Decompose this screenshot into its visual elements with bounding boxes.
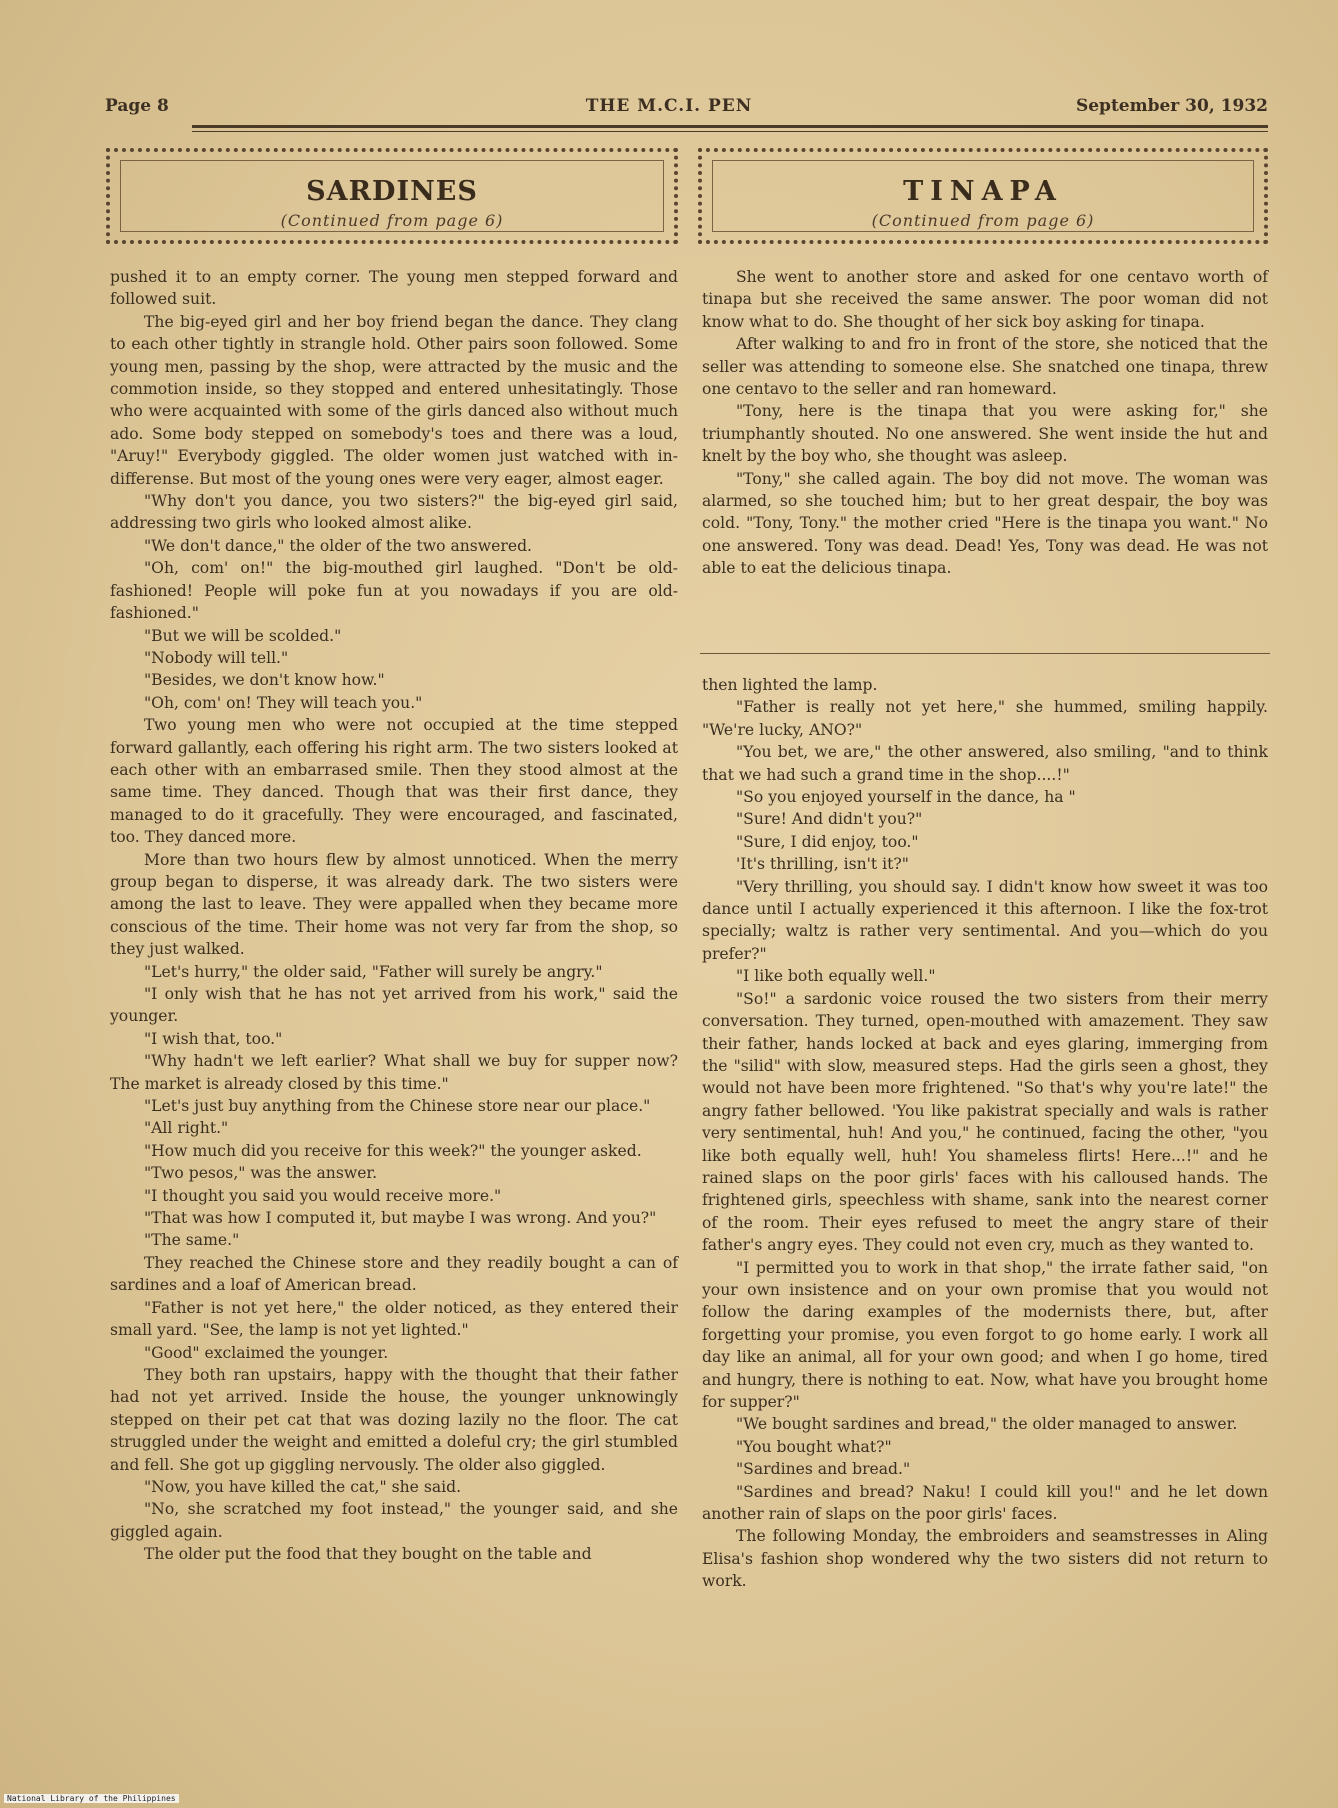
sardines-column-right (702, 674, 1268, 1593)
paragraph: "Tony, here is the tinapa that you were asking for," she triumphantly shouted. No one answered. She went inside the hut and knelt by the boy who, she thought was asleep. (702, 402, 1268, 466)
continuation-note: (Continued from page 6) (280, 211, 504, 230)
paragraph: "We bought sardines and bread," the older managed to answer. (736, 1415, 1238, 1434)
paragraph: "You bet, we are," the other answered, also smiling, "and to think that we had such a grand time in the shop....!" (702, 743, 1268, 784)
header-rule-thin (192, 131, 1268, 132)
paragraph: Two young men who were not occupied at the time stepped forward gallantly, each offering his right arm. The two sisters looked at each other with an embarrased smile. Then they stood almost at the same time. They danced. Though that was their first dance, they managed to do it gracefully. They were encouraged, and fascinated, too. They danced more. (110, 716, 678, 847)
paragraph: "Good" exclaimed the younger. (144, 1343, 389, 1362)
paragraph: "So you enjoyed yourself in the dance, ha " (736, 788, 1076, 807)
paragraph: "Father is really not yet here," she hummed, smiling happily. "We're lucky, ANO?" (702, 698, 1268, 739)
paragraph: 'It's thrilling, isn't it?" (736, 855, 909, 874)
paragraph: "Nobody will tell." (144, 648, 289, 667)
paragraph: "We don't dance," the older of the two answered. (144, 536, 533, 555)
sardines-title-box (106, 148, 678, 244)
paragraph: She went to another store and asked for one centavo worth of tinapa but she received the same answer. The poor woman did not know what to do. She thought of her sick boy asking for tinapa. (702, 268, 1268, 331)
paragraph: "I permitted you to work in that shop," the irrate father said, "on your own insistence and on your own promise that you would not follow the daring examples of the modernists there, but, after forgetting your promise, you even forgot to go home early. I work all day like an animal, all for your own good; and when I go home, tired and hungry, there is nothing to eat. Now, what have you brought home for supper?" (702, 1258, 1268, 1411)
paragraph: "I wish that, too." (144, 1029, 283, 1048)
tinapa-column (702, 266, 1268, 580)
paragraph: They reached the Chinese store and they readily bought a can of sardines and a loaf of American bread. (110, 1253, 678, 1295)
paragraph: "But we will be scolded." (144, 626, 342, 645)
paragraph: "I only wish that he has not yet arrived from his work," said the younger. (110, 985, 678, 1026)
paragraph: "You bought what?" (736, 1437, 892, 1456)
paragraph: "Besides, we don't know how." (144, 671, 385, 690)
paragraph: "How much did you receive for this week?" the younger asked. (144, 1141, 642, 1160)
sardines-column-left (110, 266, 678, 1566)
paragraph: "I thought you said you would receive more." (144, 1186, 502, 1205)
paragraph: "No, she scratched my foot instead," the younger said, and she giggled again. (110, 1500, 678, 1541)
story-title-tinapa: TINAPA (903, 176, 1063, 207)
paragraph: pushed it to an empty corner. The young men stepped forward and followed suit. (110, 268, 678, 309)
publication-title: THE M.C.I. PEN (585, 96, 753, 116)
paragraph: "Sure! And didn't you?" (736, 810, 923, 829)
paragraph: The older put the food that they bought on the table and (144, 1545, 592, 1564)
paragraph: "Now, you have killed the cat," she said. (144, 1477, 462, 1496)
paragraph: "Let's just buy anything from the Chinese store near our place." (144, 1097, 651, 1116)
paragraph: "Why don't you dance, you two sisters?" the big-eyed girl said, addressing two girls who looked almost alike. (110, 492, 678, 533)
issue-date: September 30, 1932 (1075, 96, 1268, 116)
paragraph: "Sardines and bread? Naku! I could kill you!" and he let down another rain of slaps on the poor girls' faces. (702, 1482, 1268, 1524)
paragraph: "Sardines and bread." (736, 1460, 911, 1479)
paragraph: "Tony," she called again. The boy did not move. The woman was alarmed, so she touched him; but to her great despair, the boy was cold. "Tony, Tony." the mother cried "Here is the tinapa you want." No one answered. Tony was dead. Dead! Yes, Tony was dead. He was not able to eat the delicious tinapa. (702, 469, 1268, 578)
continuation-note: (Continued from page 6) (871, 211, 1095, 230)
header-rule (192, 125, 1268, 128)
tinapa-title-box (698, 148, 1268, 244)
paragraph: "Sure, I did enjoy, too." (736, 832, 919, 851)
paragraph: "All right." (144, 1119, 229, 1138)
paragraph: More than two hours flew by almost unnoticed. When the merry group began to disperse, it was already dark. The two sisters were among the last to leave. They were appalled when they became more conscious of the time. Their home was not very far from the shop, so they just walked. (110, 850, 678, 959)
paragraph: "Father is not yet here," the older noticed, as they entered their small yard. "See, the lamp is not yet lighted." (110, 1298, 678, 1340)
paragraph: then lighted the lamp. (702, 676, 878, 694)
paragraph: "Let's hurry," the older said, "Father will surely be angry." (144, 962, 603, 981)
page-number: Page 8 (105, 96, 169, 116)
paragraph: "Very thrilling, you should say. I didn't know how sweet it was too dance until I actually experienced it this afternoon. I like the fox-trot specially; waltz is rather very sentimental. And you—which do you prefer?" (702, 877, 1268, 963)
paragraph: "Oh, com' on!" the big-mouthed girl laughed. "Don't be old-fashioned! People will poke fun at you nowadays if you are old-fashioned." (110, 559, 678, 623)
story-title-sardines: SARDINES (306, 176, 478, 207)
paragraph: After walking to and fro in front of the store, she noticed that the seller was attending to someone else. She snatched one tinapa, threw one centavo to the seller and ran homeward. (702, 335, 1268, 399)
paragraph: "Two pesos," was the answer. (144, 1164, 378, 1183)
paragraph: They both ran upstairs, happy with the thought that their father had not yet arrived. Inside the house, the younger unknowingly stepped on their pet cat that was dozing lazily no the floor. The cat struggled under the weight and emitted a doleful cry; the girl stumbled and fell. She got up giggling nervously. The older also giggled. (110, 1365, 678, 1474)
paragraph: "Why hadn't we left earlier? What shall we buy for supper now? The market is already closed by this time." (110, 1052, 678, 1093)
paragraph: The following Monday, the embroiders and seamstresses in Aling Elisa's fashion shop wondered why the two sisters did not return to work. (702, 1527, 1268, 1591)
paragraph: "Oh, com' on! They will teach you." (144, 693, 423, 712)
paragraph: "So!" a sardonic voice roused the two sisters from their merry conversation. They turned, open-mouthed with amazement. They saw their father, hands locked at back and eyes glaring, immerging from the "silid" with slow, measured steps. Had the girls seen a ghost, they would not have been more frightened. "So that's why you're late!" the angry father bellowed. 'You like pakistrat specially and wals is rather very sentimental, huh! And you," he continued, facing the other, "you like both equally well, huh! You shameless flirts! Here...!" and he rained slaps on the poor girls' faces with his calloused hands. The frightened girls, speechless with shame, sank into the nearest corner of the room. Their eyes refused to meet the angry stare of their father's angry eyes. They could not even cry, much as they wanted to. (702, 989, 1268, 1255)
column-divider (700, 653, 1270, 654)
paragraph: "I like both equally well." (736, 967, 936, 986)
paragraph: "That was how I computed it, but maybe I was wrong. And you?" (144, 1209, 657, 1228)
paragraph: "The same." (144, 1231, 240, 1250)
paragraph: The big-eyed girl and her boy friend began the dance. They clang to each other tightly in strangle hold. Other pairs soon followed. Some young men, passing by the shop, were attracted by the music and the commotion inside, so they stopped and entered unhesitatingly. Those who were acquainted with some of the girls danced also without much ado. Some body stepped on somebody's toes and there was a loud, "Aruy!" Everybody giggled. The older women just watched with in-differense. But most of the young ones were very eager, almost eager. (110, 312, 678, 488)
library-credit: National Library of the Philippines (4, 1794, 179, 1803)
